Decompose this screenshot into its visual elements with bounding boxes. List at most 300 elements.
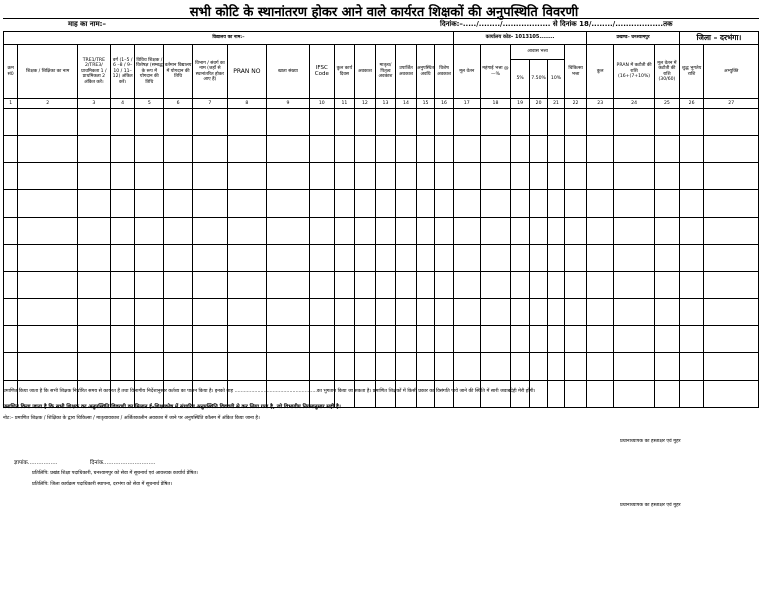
table-cell[interactable]: [704, 136, 759, 163]
table-cell[interactable]: [704, 244, 759, 271]
table-cell[interactable]: [564, 326, 587, 353]
table-cell[interactable]: [110, 271, 135, 298]
table-cell[interactable]: [704, 271, 759, 298]
table-cell[interactable]: [77, 326, 110, 353]
table-cell[interactable]: [4, 353, 18, 380]
table-cell[interactable]: [614, 271, 655, 298]
table-cell[interactable]: [511, 353, 529, 380]
column-number: 2: [18, 99, 78, 109]
table-cell[interactable]: [334, 190, 355, 217]
table-cell[interactable]: [564, 163, 587, 190]
table-cell[interactable]: [511, 326, 529, 353]
table-cell[interactable]: [416, 136, 434, 163]
table-cell[interactable]: [396, 271, 417, 298]
table-cell[interactable]: [548, 299, 564, 326]
table-cell[interactable]: [548, 109, 564, 136]
table-cell[interactable]: [480, 163, 511, 190]
table-cell[interactable]: [453, 271, 480, 298]
table-cell[interactable]: [679, 244, 704, 271]
table-cell[interactable]: [375, 271, 396, 298]
table-cell[interactable]: [266, 271, 309, 298]
table-cell[interactable]: [614, 299, 655, 326]
table-cell[interactable]: [435, 271, 454, 298]
table-cell[interactable]: [435, 299, 454, 326]
table-cell[interactable]: [435, 326, 454, 353]
table-cell[interactable]: [614, 353, 655, 380]
table-cell[interactable]: [135, 136, 164, 163]
table-cell[interactable]: [135, 217, 164, 244]
col-header: शुद्ध भुगतेय राशि: [679, 45, 704, 99]
table-cell[interactable]: [110, 190, 135, 217]
table-cell[interactable]: [564, 190, 587, 217]
table-cell[interactable]: [614, 217, 655, 244]
table-cell[interactable]: [587, 271, 614, 298]
table-row: [4, 190, 759, 217]
table-cell[interactable]: [227, 136, 266, 163]
table-cell[interactable]: [655, 136, 680, 163]
table-cell[interactable]: [435, 353, 454, 380]
table-cell[interactable]: [110, 299, 135, 326]
table-cell[interactable]: [309, 217, 334, 244]
table-cell[interactable]: [110, 244, 135, 271]
table-cell[interactable]: [18, 163, 78, 190]
table-cell[interactable]: [192, 109, 227, 136]
table-cell[interactable]: [679, 299, 704, 326]
table-cell[interactable]: [334, 299, 355, 326]
district-cell: जिला – दरभंगा।: [679, 32, 758, 45]
table-cell[interactable]: [227, 217, 266, 244]
table-cell[interactable]: [18, 271, 78, 298]
table-cell[interactable]: [453, 217, 480, 244]
table-cell[interactable]: [18, 353, 78, 380]
table-cell[interactable]: [355, 299, 376, 326]
table-cell[interactable]: [587, 353, 614, 380]
table-cell[interactable]: [614, 136, 655, 163]
table-cell[interactable]: [453, 163, 480, 190]
column-number: 16: [435, 99, 454, 109]
table-cell[interactable]: [135, 326, 164, 353]
table-cell[interactable]: [110, 136, 135, 163]
table-cell[interactable]: [704, 299, 759, 326]
table-cell[interactable]: [77, 163, 110, 190]
table-cell[interactable]: [704, 190, 759, 217]
table-cell[interactable]: [453, 353, 480, 380]
table-cell[interactable]: [416, 353, 434, 380]
table-cell[interactable]: [334, 163, 355, 190]
col-header: अभ्युक्ति: [704, 45, 759, 99]
table-cell[interactable]: [110, 109, 135, 136]
table-cell[interactable]: [548, 136, 564, 163]
table-cell[interactable]: [655, 109, 680, 136]
table-cell[interactable]: [511, 163, 529, 190]
table-cell[interactable]: [614, 244, 655, 271]
table-cell[interactable]: [135, 299, 164, 326]
table-cell[interactable]: [309, 244, 334, 271]
table-cell[interactable]: [77, 109, 110, 136]
table-cell[interactable]: [679, 109, 704, 136]
table-cell[interactable]: [564, 299, 587, 326]
table-cell[interactable]: [77, 271, 110, 298]
table-cell[interactable]: [587, 217, 614, 244]
table-cell[interactable]: [655, 353, 680, 380]
table-cell[interactable]: [564, 353, 587, 380]
table-cell[interactable]: [587, 190, 614, 217]
table-cell[interactable]: [435, 136, 454, 163]
table-cell[interactable]: [355, 136, 376, 163]
table-cell[interactable]: [655, 299, 680, 326]
table-cell[interactable]: [355, 217, 376, 244]
table-cell[interactable]: [548, 326, 564, 353]
table-cell[interactable]: [309, 163, 334, 190]
table-cell[interactable]: [375, 244, 396, 271]
table-cell[interactable]: [704, 326, 759, 353]
table-cell[interactable]: [192, 299, 227, 326]
table-cell[interactable]: [135, 244, 164, 271]
table-cell[interactable]: [655, 163, 680, 190]
table-cell[interactable]: [266, 244, 309, 271]
table-cell[interactable]: [266, 136, 309, 163]
col-header: विशेष अवकाश: [435, 45, 454, 99]
table-cell[interactable]: [416, 109, 434, 136]
table-cell[interactable]: [529, 163, 547, 190]
table-cell[interactable]: [355, 244, 376, 271]
table-cell[interactable]: [18, 217, 78, 244]
table-cell[interactable]: [548, 271, 564, 298]
table-cell[interactable]: [679, 217, 704, 244]
table-cell[interactable]: [704, 163, 759, 190]
table-cell[interactable]: [704, 353, 759, 380]
table-cell[interactable]: [164, 190, 193, 217]
table-cell[interactable]: [453, 136, 480, 163]
table-cell[interactable]: [18, 190, 78, 217]
table-cell[interactable]: [396, 109, 417, 136]
table-cell[interactable]: [480, 136, 511, 163]
table-cell[interactable]: [375, 299, 396, 326]
table-cell[interactable]: [548, 217, 564, 244]
table-cell[interactable]: [396, 136, 417, 163]
table-cell[interactable]: [334, 136, 355, 163]
table-cell[interactable]: [416, 326, 434, 353]
table-cell[interactable]: [587, 244, 614, 271]
table-cell[interactable]: [587, 109, 614, 136]
column-number: 25: [655, 99, 680, 109]
table-cell[interactable]: [164, 217, 193, 244]
table-cell[interactable]: [4, 244, 18, 271]
table-cell[interactable]: [227, 244, 266, 271]
table-cell[interactable]: [655, 190, 680, 217]
table-cell[interactable]: [110, 326, 135, 353]
table-cell[interactable]: [309, 299, 334, 326]
table-cell[interactable]: [529, 271, 547, 298]
table-cell[interactable]: [511, 271, 529, 298]
table-cell[interactable]: [110, 163, 135, 190]
table-cell[interactable]: [453, 190, 480, 217]
table-cell[interactable]: [135, 163, 164, 190]
table-cell[interactable]: [227, 299, 266, 326]
table-cell[interactable]: [192, 353, 227, 380]
table-cell[interactable]: [529, 299, 547, 326]
table-cell[interactable]: [529, 190, 547, 217]
table-cell[interactable]: [435, 217, 454, 244]
table-cell[interactable]: [164, 299, 193, 326]
column-number: 17: [453, 99, 480, 109]
table-cell[interactable]: [529, 109, 547, 136]
table-cell[interactable]: [309, 271, 334, 298]
table-cell[interactable]: [453, 299, 480, 326]
table-cell[interactable]: [4, 136, 18, 163]
table-cell[interactable]: [192, 244, 227, 271]
table-cell[interactable]: [227, 353, 266, 380]
table-cell[interactable]: [334, 109, 355, 136]
table-cell[interactable]: [679, 190, 704, 217]
table-cell[interactable]: [396, 190, 417, 217]
school-name-cell: विद्यालय का नाम:–: [4, 32, 454, 45]
table-cell[interactable]: [511, 190, 529, 217]
table-cell[interactable]: [511, 217, 529, 244]
table-cell[interactable]: [77, 244, 110, 271]
table-cell[interactable]: [396, 163, 417, 190]
table-cell[interactable]: [529, 244, 547, 271]
col-header: चिकित्सा भत्ता: [564, 45, 587, 99]
table-cell[interactable]: [679, 163, 704, 190]
table-cell[interactable]: [164, 163, 193, 190]
column-number: 18: [480, 99, 511, 109]
col-header: विभाग / संवर्ग का नाम (जहाँ से स्थानांतरित होकर आए हैं): [192, 45, 227, 99]
table-cell[interactable]: [511, 109, 529, 136]
table-cell[interactable]: [227, 326, 266, 353]
table-cell[interactable]: [334, 271, 355, 298]
col-header: अनुपस्थित अवधि: [416, 45, 434, 99]
table-cell[interactable]: [309, 353, 334, 380]
table-cell[interactable]: [164, 326, 193, 353]
table-cell[interactable]: [77, 299, 110, 326]
table-cell[interactable]: [396, 244, 417, 271]
table-cell[interactable]: [164, 271, 193, 298]
table-cell[interactable]: [309, 190, 334, 217]
table-cell[interactable]: [164, 244, 193, 271]
table-cell[interactable]: [679, 353, 704, 380]
table-cell[interactable]: [704, 109, 759, 136]
table-cell[interactable]: [355, 163, 376, 190]
table-cell[interactable]: [435, 190, 454, 217]
table-cell[interactable]: [480, 326, 511, 353]
table-cell[interactable]: [77, 136, 110, 163]
col-header: कुल कार्य दिवस: [334, 45, 355, 99]
table-cell[interactable]: [227, 190, 266, 217]
table-cell[interactable]: [110, 217, 135, 244]
col-header: उपार्जित अवकाश: [396, 45, 417, 99]
table-cell[interactable]: [375, 136, 396, 163]
date-label: दिनांक:–...../......../.................. से दिनांक 18/......../..................तक: [440, 20, 673, 28]
table-cell[interactable]: [655, 217, 680, 244]
table-cell[interactable]: [548, 244, 564, 271]
table-cell[interactable]: [192, 271, 227, 298]
page-title: सभी कोटि के स्थानांतरण होकर आने वाले कार्यरत शिक्षकों की अनुपस्थिति विवरणी: [189, 5, 579, 20]
table-cell[interactable]: [396, 353, 417, 380]
table-cell[interactable]: [511, 299, 529, 326]
table-cell[interactable]: [18, 109, 78, 136]
table-cell[interactable]: [355, 109, 376, 136]
table-cell[interactable]: [529, 353, 547, 380]
table-cell[interactable]: [679, 136, 704, 163]
table-cell[interactable]: [18, 244, 78, 271]
table-cell[interactable]: [480, 271, 511, 298]
table-cell[interactable]: [655, 326, 680, 353]
table-cell[interactable]: [564, 217, 587, 244]
table-cell[interactable]: [18, 299, 78, 326]
table-cell[interactable]: [266, 217, 309, 244]
table-cell[interactable]: [614, 190, 655, 217]
table-cell[interactable]: [529, 217, 547, 244]
table-cell[interactable]: [355, 353, 376, 380]
table-cell[interactable]: [77, 217, 110, 244]
table-cell[interactable]: [4, 299, 18, 326]
table-cell[interactable]: [416, 217, 434, 244]
column-number: 6: [164, 99, 193, 109]
table-cell[interactable]: [375, 190, 396, 217]
table-cell[interactable]: [334, 353, 355, 380]
table-cell[interactable]: [309, 136, 334, 163]
table-cell[interactable]: [511, 244, 529, 271]
table-cell[interactable]: [614, 163, 655, 190]
table-cell[interactable]: [704, 217, 759, 244]
table-cell[interactable]: [480, 299, 511, 326]
col-header: क्रम सं0: [4, 45, 18, 99]
table-cell[interactable]: [192, 326, 227, 353]
table-cell[interactable]: [227, 109, 266, 136]
table-cell[interactable]: [375, 353, 396, 380]
table-cell[interactable]: [435, 244, 454, 271]
table-cell[interactable]: [355, 271, 376, 298]
table-cell[interactable]: [453, 326, 480, 353]
table-cell[interactable]: [435, 109, 454, 136]
table-body: [4, 109, 759, 408]
table-cell[interactable]: [4, 271, 18, 298]
table-cell[interactable]: [334, 326, 355, 353]
table-cell[interactable]: [396, 299, 417, 326]
column-number: 1: [4, 99, 18, 109]
table-cell[interactable]: [266, 109, 309, 136]
table-cell[interactable]: [416, 299, 434, 326]
table-cell[interactable]: [564, 136, 587, 163]
table-cell[interactable]: [110, 353, 135, 380]
table-cell[interactable]: [587, 163, 614, 190]
table-cell[interactable]: [192, 217, 227, 244]
table-cell[interactable]: [18, 326, 78, 353]
table-cell[interactable]: [480, 190, 511, 217]
table-cell[interactable]: [227, 163, 266, 190]
column-number: 23: [587, 99, 614, 109]
table-cell[interactable]: [4, 163, 18, 190]
table-cell[interactable]: [334, 244, 355, 271]
table-cell[interactable]: [309, 109, 334, 136]
table-cell[interactable]: [334, 217, 355, 244]
table-cell[interactable]: [511, 136, 529, 163]
table-cell[interactable]: [548, 190, 564, 217]
table-cell[interactable]: [453, 244, 480, 271]
table-cell[interactable]: [266, 163, 309, 190]
table-cell[interactable]: [529, 326, 547, 353]
table-cell[interactable]: [164, 353, 193, 380]
table-cell[interactable]: [4, 190, 18, 217]
table-cell[interactable]: [375, 163, 396, 190]
table-cell[interactable]: [375, 326, 396, 353]
table-cell[interactable]: [164, 109, 193, 136]
table-cell[interactable]: [266, 190, 309, 217]
table-cell[interactable]: [135, 353, 164, 380]
table-cell[interactable]: [375, 217, 396, 244]
table-cell[interactable]: [587, 136, 614, 163]
table-cell[interactable]: [480, 244, 511, 271]
table-cell[interactable]: [192, 163, 227, 190]
table-cell[interactable]: [480, 217, 511, 244]
table-cell[interactable]: [564, 271, 587, 298]
table-cell[interactable]: [435, 163, 454, 190]
table-cell[interactable]: [679, 326, 704, 353]
table-cell[interactable]: [355, 326, 376, 353]
table-cell[interactable]: [18, 136, 78, 163]
table-cell[interactable]: [655, 244, 680, 271]
table-cell[interactable]: [416, 163, 434, 190]
table-cell[interactable]: [4, 326, 18, 353]
table-cell[interactable]: [548, 353, 564, 380]
verification-text: प्रमाणित किया जाता है कि सभी शिक्षक का अनुपस्थिति विवरणी का मिलान ई–शिक्षाकोष में संधारित अनुपस्थिति विवरणी से कर लिया गया है, जो विभागीय नियमानुसार सही है।: [3, 404, 341, 410]
table-cell[interactable]: [548, 163, 564, 190]
table-cell[interactable]: [266, 326, 309, 353]
col-header: वर्तमान विद्यालय में योगदान की तिथि: [164, 45, 193, 99]
table-cell[interactable]: [164, 136, 193, 163]
letter-number: ज्ञापांक.................: [14, 460, 58, 466]
table-cell[interactable]: [655, 271, 680, 298]
column-number: 12: [355, 99, 376, 109]
table-cell[interactable]: [4, 217, 18, 244]
table-cell[interactable]: [375, 109, 396, 136]
table-cell[interactable]: [266, 353, 309, 380]
table-cell[interactable]: [135, 190, 164, 217]
table-cell[interactable]: [587, 299, 614, 326]
table-row: [4, 299, 759, 326]
table-cell[interactable]: [135, 271, 164, 298]
table-cell[interactable]: [4, 109, 18, 136]
table-cell[interactable]: [453, 109, 480, 136]
table-row: [4, 271, 759, 298]
table-cell[interactable]: [564, 109, 587, 136]
table-cell[interactable]: [192, 136, 227, 163]
table-cell[interactable]: [355, 190, 376, 217]
table-cell[interactable]: [480, 109, 511, 136]
table-cell[interactable]: [529, 136, 547, 163]
table-cell[interactable]: [396, 326, 417, 353]
table-cell[interactable]: [77, 190, 110, 217]
table-cell[interactable]: [416, 190, 434, 217]
table-cell[interactable]: [77, 353, 110, 380]
table-cell[interactable]: [192, 190, 227, 217]
table-cell[interactable]: [135, 109, 164, 136]
table-cell[interactable]: [564, 244, 587, 271]
table-cell[interactable]: [416, 271, 434, 298]
table-cell[interactable]: [679, 271, 704, 298]
table-cell[interactable]: [480, 353, 511, 380]
table-cell[interactable]: [266, 299, 309, 326]
table-cell[interactable]: [614, 109, 655, 136]
table-cell[interactable]: [227, 271, 266, 298]
table-cell[interactable]: [587, 326, 614, 353]
table-cell[interactable]: [614, 326, 655, 353]
col-header: शिक्षक / शिक्षिका का नाम: [18, 45, 78, 99]
table-cell[interactable]: [309, 326, 334, 353]
table-cell[interactable]: [416, 244, 434, 271]
table-cell[interactable]: [396, 217, 417, 244]
